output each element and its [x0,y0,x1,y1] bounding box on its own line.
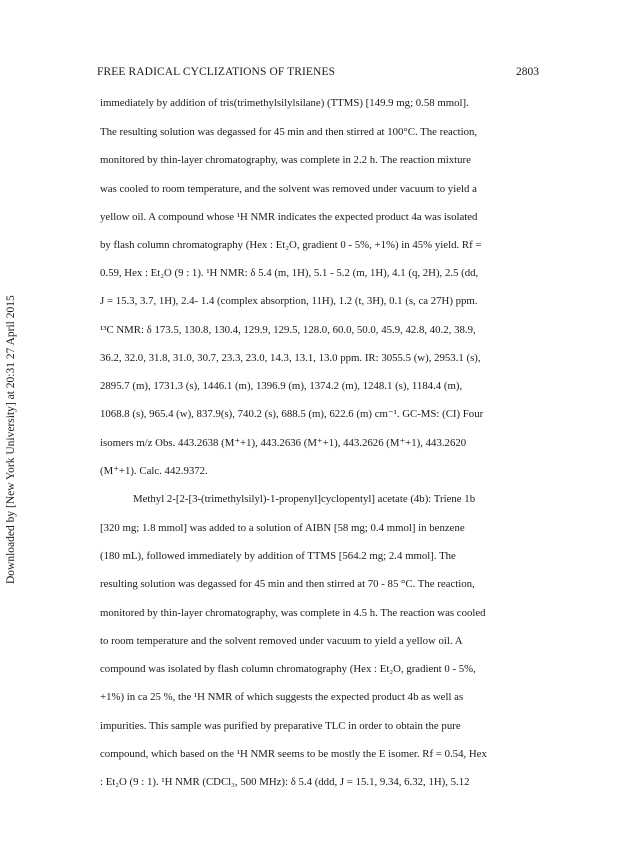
body-line: : Et₂O (9 : 1). ¹H NMR (CDCl₃, 500 MHz): δ 5.4 (ddd, J = 15.1, 9.34, 6.32, 1H), 5.12 [100,776,470,788]
compound-heading-line: Methyl 2-[2-[3-(trimethylsilyl)-1-propenyl]cyclopentyl] acetate (4b): Triene 1b [133,493,476,505]
body-line: immediately by addition of tris(trimethylsilylsilane) (TTMS) [149.9 mg; 0.58 mmol]. [100,97,469,109]
running-header [97,66,539,82]
body-line: 0.59, Hex : Et₂O (9 : 1). ¹H NMR: δ 5.4 (m, 1H), 5.1 - 5.2 (m, 1H), 4.1 (q, 2H), 2.5 (dd, [100,267,479,279]
body-line: The resulting solution was degassed for 45 min and then stirred at 100°C. The reaction, [100,126,478,138]
body-line: by flash column chromatography (Hex : Et₂O, gradient 0 - 5%, +1%) in 45% yield. Rf = [100,239,482,251]
body-line: 2895.7 (m), 1731.3 (s), 1446.1 (m), 1396.9 (m), 1374.2 (m), 1248.1 (s), 1184.4 (m), [100,380,463,392]
body-line: (M⁺+1). Calc. 442.9372. [100,465,208,477]
body-line: impurities. This sample was purified by preparative TLC in order to obtain the pure [100,720,461,732]
body-line: was cooled to room temperature, and the solvent was removed under vacuum to yield a [100,183,477,195]
page-number: 2803 [516,66,539,78]
body-line: 36.2, 32.0, 31.8, 31.0, 30.7, 23.3, 23.0, 14.3, 13.1, 13.0 ppm. IR: 3055.5 (w), 2953.1 (s), [100,352,481,364]
body-line: +1%) in ca 25 %, the ¹H NMR of which suggests the expected product 4b as well as [100,691,464,703]
body-line: (180 mL), followed immediately by addition of TTMS [564.2 mg; 2.4 mmol]. The [100,550,456,562]
body-line: J = 15.3, 3.7, 1H), 2.4- 1.4 (complex absorption, 11H), 1.2 (t, 3H), 0.1 (s, ca 27H) ppm. [100,295,478,307]
body-line: ¹³C NMR: δ 173.5, 130.8, 130.4, 129.9, 129.5, 128.0, 60.0, 50.0, 45.9, 42.8, 40.2, 38.9, [100,324,476,336]
running-title: FREE RADICAL CYCLIZATIONS OF TRIENES [97,66,336,78]
body-line: 1068.8 (s), 965.4 (w), 837.9(s), 740.2 (s), 688.5 (m), 622.6 (m) cm⁻¹. GC-MS: (CI) Four [100,408,484,420]
download-notice: Downloaded by [New York University] at 20:31 27 April 2015 [5,295,17,585]
body-line: yellow oil. A compound whose ¹H NMR indicates the expected product 4a was isolated [100,211,478,223]
body-line: to room temperature and the solvent removed under vacuum to yield a yellow oil. A [100,635,463,647]
body-line: compound, which based on the ¹H NMR seems to be mostly the E isomer. Rf = 0.54, Hex [100,748,487,760]
body-line: compound was isolated by flash column chromatography (Hex : Et₂O, gradient 0 - 5%, [100,663,476,675]
body-line: isomers m/z Obs. 443.2638 (M⁺+1), 443.2636 (M⁺+1), 443.2626 (M⁺+1), 443.2620 [100,437,467,449]
body-line: [320 mg; 1.8 mmol] was added to a solution of AIBN [58 mg; 0.4 mmol] in benzene [100,522,465,534]
body-line: monitored by thin-layer chromatography, was complete in 4.5 h. The reaction was cooled [100,607,486,619]
body-line: monitored by thin-layer chromatography, was complete in 2.2 h. The reaction mixture [100,154,471,166]
body-line: resulting solution was degassed for 45 min and then stirred at 70 - 85 °C. The reaction, [100,578,475,590]
